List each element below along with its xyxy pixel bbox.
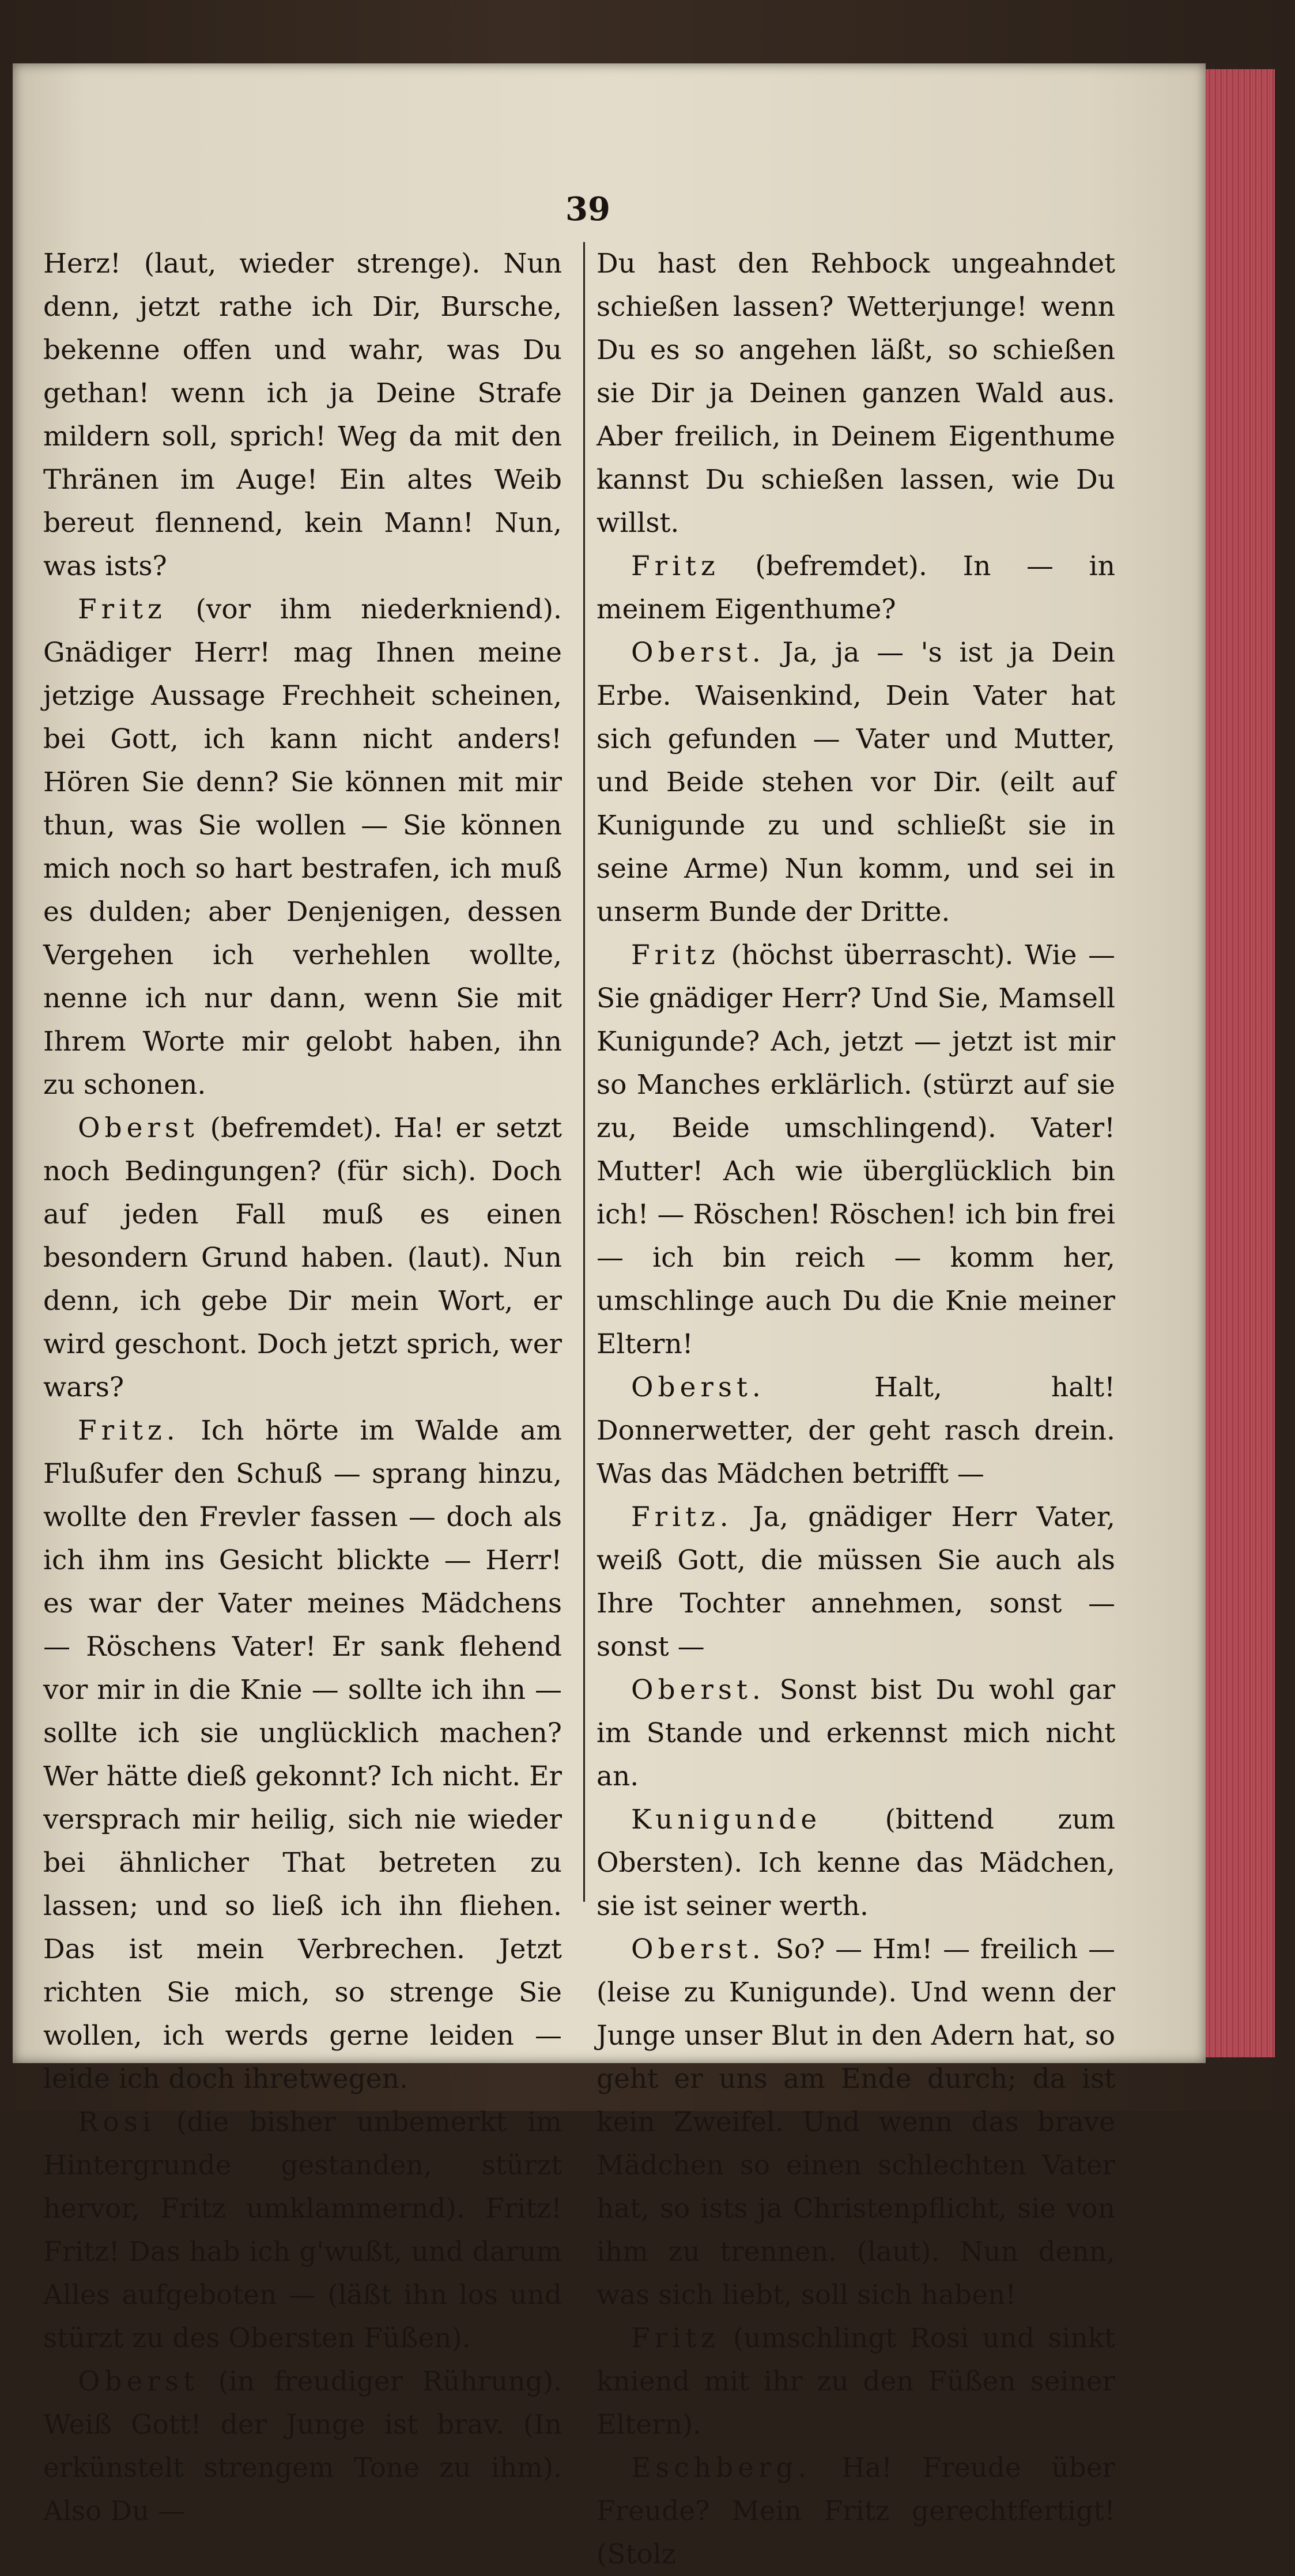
paragraph (596, 631, 1115, 934)
paragraph-text: Du hast den Rehbock ungeahndet schießen lassen? Wetterjunge! wenn Du es so angehen läßt, so schießen sie Dir ja Deinen ganzen Wald aus. Aber freilich, in Deinem Eigenthume kannst Du schießen lassen, wie Du willst. (596, 248, 1115, 539)
paragraph-text: Ich hörte im Walde am Flußufer den Schuß — sprang hinzu, wollte den Frevler fassen — doch als ich ihm ins Gesicht blickte — Herr! es war der Vater meines Mädchens — Röschens Vater! Er sank flehend vor mir in die Knie — sollte ich ihn — sollte ich sie unglücklich machen? Wer hätte dieß gekonnt? Ich nicht. Er versprach mir heilig, sich nie wieder bei ähnlicher That betreten zu lassen; und so ließ ich ihn fliehen. Das ist mein Verbrechen. Jetzt richten Sie mich, so strenge Sie wollen, ich werds gerne leiden — leide ich doch ihretwegen. (43, 1415, 562, 2095)
speaker-name: Oberst (78, 2366, 199, 2397)
paragraph-text: (befremdet). Ha! er setzt noch Bedingungen? (für sich). Doch auf jeden Fall muß es einen besondern Grund haben. (laut). Nun denn, ich gebe Dir mein Wort, er wird geschont. Doch jetzt sprich, wer wars? (43, 1112, 562, 1403)
column-divider (583, 242, 585, 1902)
paragraph (596, 242, 1115, 545)
speaker-name: Oberst. (631, 1372, 765, 1403)
paragraph (596, 934, 1115, 1366)
paragraph-text: Halt, halt! Donnerwetter, der geht rasch drein. Was das Mädchen betrifft — (596, 1372, 1115, 1490)
book-page-edge (1206, 69, 1275, 2057)
paragraph-text: (bittend zum Obersten). Ich kenne das Mädchen, sie ist seiner werth. (596, 1804, 1115, 1922)
paragraph-text: Ja, gnädiger Herr Vater, weiß Gott, die müssen Sie auch als Ihre Tochter annehmen, sonst — sonst — (596, 1501, 1115, 1663)
paragraph-text: Sonst bist Du wohl gar im Stande und erkennst mich nicht an. (596, 1674, 1115, 1792)
speaker-name: Fritz (78, 594, 167, 625)
speaker-name: Fritz (631, 939, 720, 971)
speaker-name: Fritz (631, 550, 720, 582)
page-number: 39 (565, 190, 610, 228)
speaker-name: Fritz. (631, 1501, 733, 1533)
paragraph (596, 2317, 1115, 2446)
paragraph (43, 1106, 562, 1409)
paragraph (596, 1798, 1115, 1928)
speaker-name: Oberst. (631, 1933, 765, 1965)
speaker-name: Kunigunde (631, 1804, 822, 1835)
paragraph (43, 588, 562, 1106)
paragraph (43, 2101, 562, 2360)
speaker-name: Rosi (78, 2106, 156, 2138)
paragraph-text: Ha! Freude über Freude? Mein Fritz gerechtfertigt! (Stolz (596, 2452, 1115, 2570)
paragraph-text: (in freudiger Rührung). Weiß Gott! der Junge ist brav. (In erkünstelt strengem Tone zu ihm). Also Du — (43, 2366, 562, 2527)
paragraph-text: (höchst überrascht). Wie — Sie gnädiger Herr? Und Sie, Mamsell Kunigunde? Ach, jetzt — jetzt ist mir so Manches erklärlich. (stürzt auf sie zu, Beide umschlingend). Vater! Mutter! Ach wie überglücklich bin ich! — Röschen! Röschen! ich bin frei — ich bin reich — komm her, umschlinge auch Du die Knie meiner Eltern! (596, 939, 1115, 1360)
paragraph (596, 1495, 1115, 1668)
speaker-name: Oberst. (631, 637, 765, 668)
paragraph (596, 1366, 1115, 1495)
speaker-name: Eschberg. (631, 2452, 811, 2484)
speaker-name: Oberst (78, 1112, 199, 1144)
paragraph (596, 2446, 1115, 2576)
paragraph-text: Ja, ja — 's ist ja Dein Erbe. Waisenkind, Dein Vater hat sich gefunden — Vater und Mutter, und Beide stehen vor Dir. (eilt auf Kunigunde zu und schließt sie in seine Arme) Nun komm, und sei in unserm Bunde der Dritte. (596, 637, 1115, 928)
paragraph (43, 2360, 562, 2533)
paragraph-text: (die bisher unbemerkt im Hintergrunde gestanden, stürzt hervor, Fritz umklammernd). Fritz! Fritz! Das hab ich g'wußt, und darum Alles aufgeboten — (läßt ihn los und stürzt zu des Obersten Füßen). (43, 2106, 562, 2354)
paragraph (596, 1928, 1115, 2317)
speaker-name: Fritz. (78, 1415, 180, 1446)
paragraph-text: (befremdet). In — in meinem Eigenthume? (596, 550, 1115, 625)
paragraph-text: So? — Hm! — freilich — (leise zu Kunigunde). Und wenn der Junge unser Blut in den Adern hat, so geht er uns am Ende durch; da ist kein Zweifel. Und wenn das brave Mädchen so einen schlechten Vater hat, so ists ja Christenpflicht, sie von ihm zu trennen. (laut). Nun denn, was sich liebt, soll sich haben! (596, 1933, 1115, 2311)
right-column (596, 242, 1115, 2576)
paragraph-text: (umschlingt Rosi und sinkt kniend mit ihr zu den Füßen seiner Eltern). (596, 2322, 1115, 2441)
left-column (43, 242, 562, 2533)
paragraph (43, 1409, 562, 2101)
paragraph-text: (vor ihm niederkniend). Gnädiger Herr! mag Ihnen meine jetzige Aussage Frechheit scheinen, bei Gott, ich kann nicht anders! Hören Sie denn? Sie können mit mir thun, was Sie wollen — Sie können mich noch so hart bestrafen, ich muß es dulden; aber Denjenigen, dessen Vergehen ich verhehlen wollte, nenne ich nur dann, wenn Sie mit Ihrem Worte mir gelobt haben, ihn zu schonen. (43, 594, 562, 1101)
paragraph (596, 545, 1115, 631)
speaker-name: Fritz (631, 2322, 720, 2354)
speaker-name: Oberst. (631, 1674, 765, 1706)
paragraph (43, 242, 562, 588)
paragraph-text: Herz! (laut, wieder strenge). Nun denn, jetzt rathe ich Dir, Bursche, bekenne offen und wahr, was Du gethan! wenn ich ja Deine Strafe mildern soll, sprich! Weg da mit den Thränen im Auge! Ein altes Weib bereut flennend, kein Mann! Nun, was ists? (43, 248, 562, 582)
paragraph (596, 1668, 1115, 1798)
